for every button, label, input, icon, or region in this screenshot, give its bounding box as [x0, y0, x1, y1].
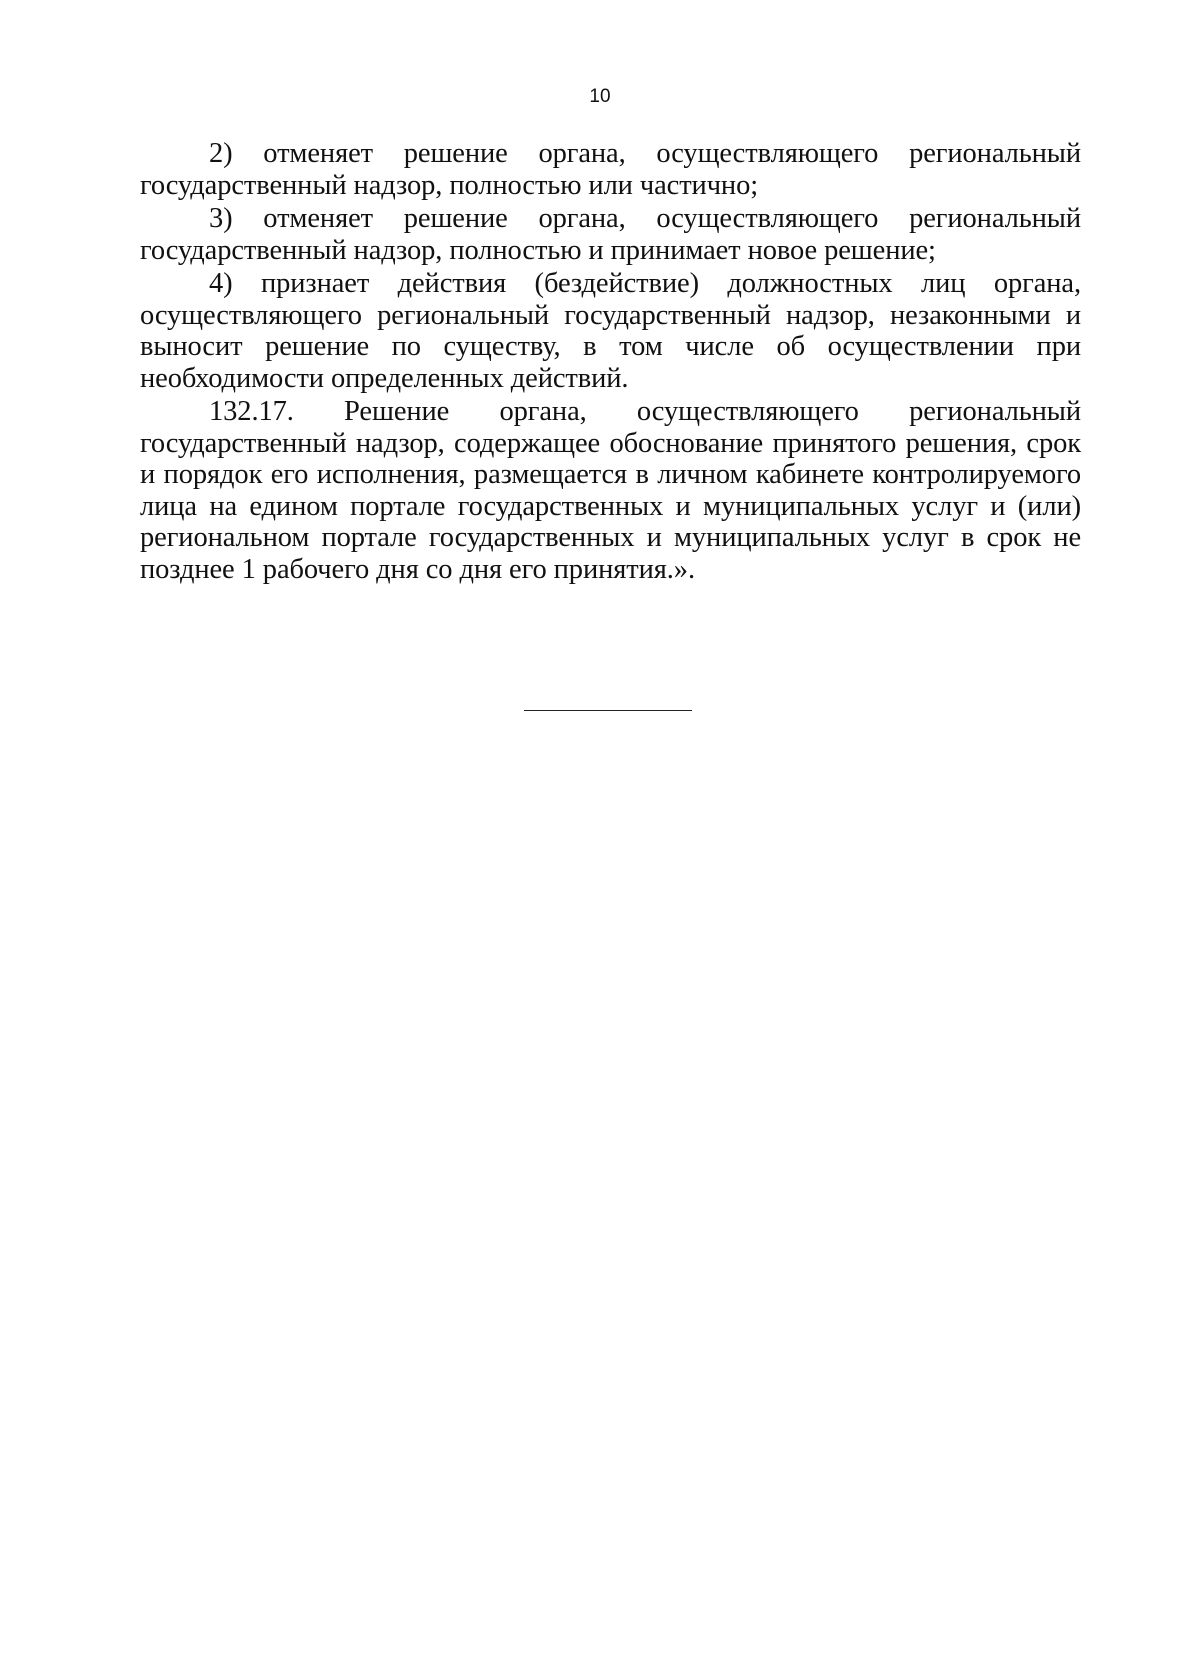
paragraph-item-2: 2) отменяет решение органа, осуществляющего региональный государственный надзор, полностью или частично;: [140, 138, 1081, 201]
page-number: 10: [589, 86, 611, 107]
paragraph-item-3: 3) отменяет решение органа, осуществляющего региональный государственный надзор, полностью и принимает новое решение;: [140, 203, 1081, 266]
document-body: [140, 138, 1081, 585]
end-of-document-rule: [524, 710, 692, 711]
paragraph-item-4: 4) признает действия (бездействие) должностных лиц органа, осуществляющего региональный государственный надзор, незаконными и выносит решение по существу, в том числе об осуществлении при необходимости определенных действий.: [140, 268, 1081, 394]
paragraph-clause-132-17: 132.17. Решение органа, осуществляющего региональный государственный надзор, содержащее обоснование принятого решения, срок и порядок его исполнения, размещается в личном кабинете контролируемого лица на едином портале государственных и муниципальных услуг и (или) региональном портале государственных и муниципальных услуг в срок не позднее 1 рабочего дня со дня его принятия.».: [140, 396, 1081, 585]
